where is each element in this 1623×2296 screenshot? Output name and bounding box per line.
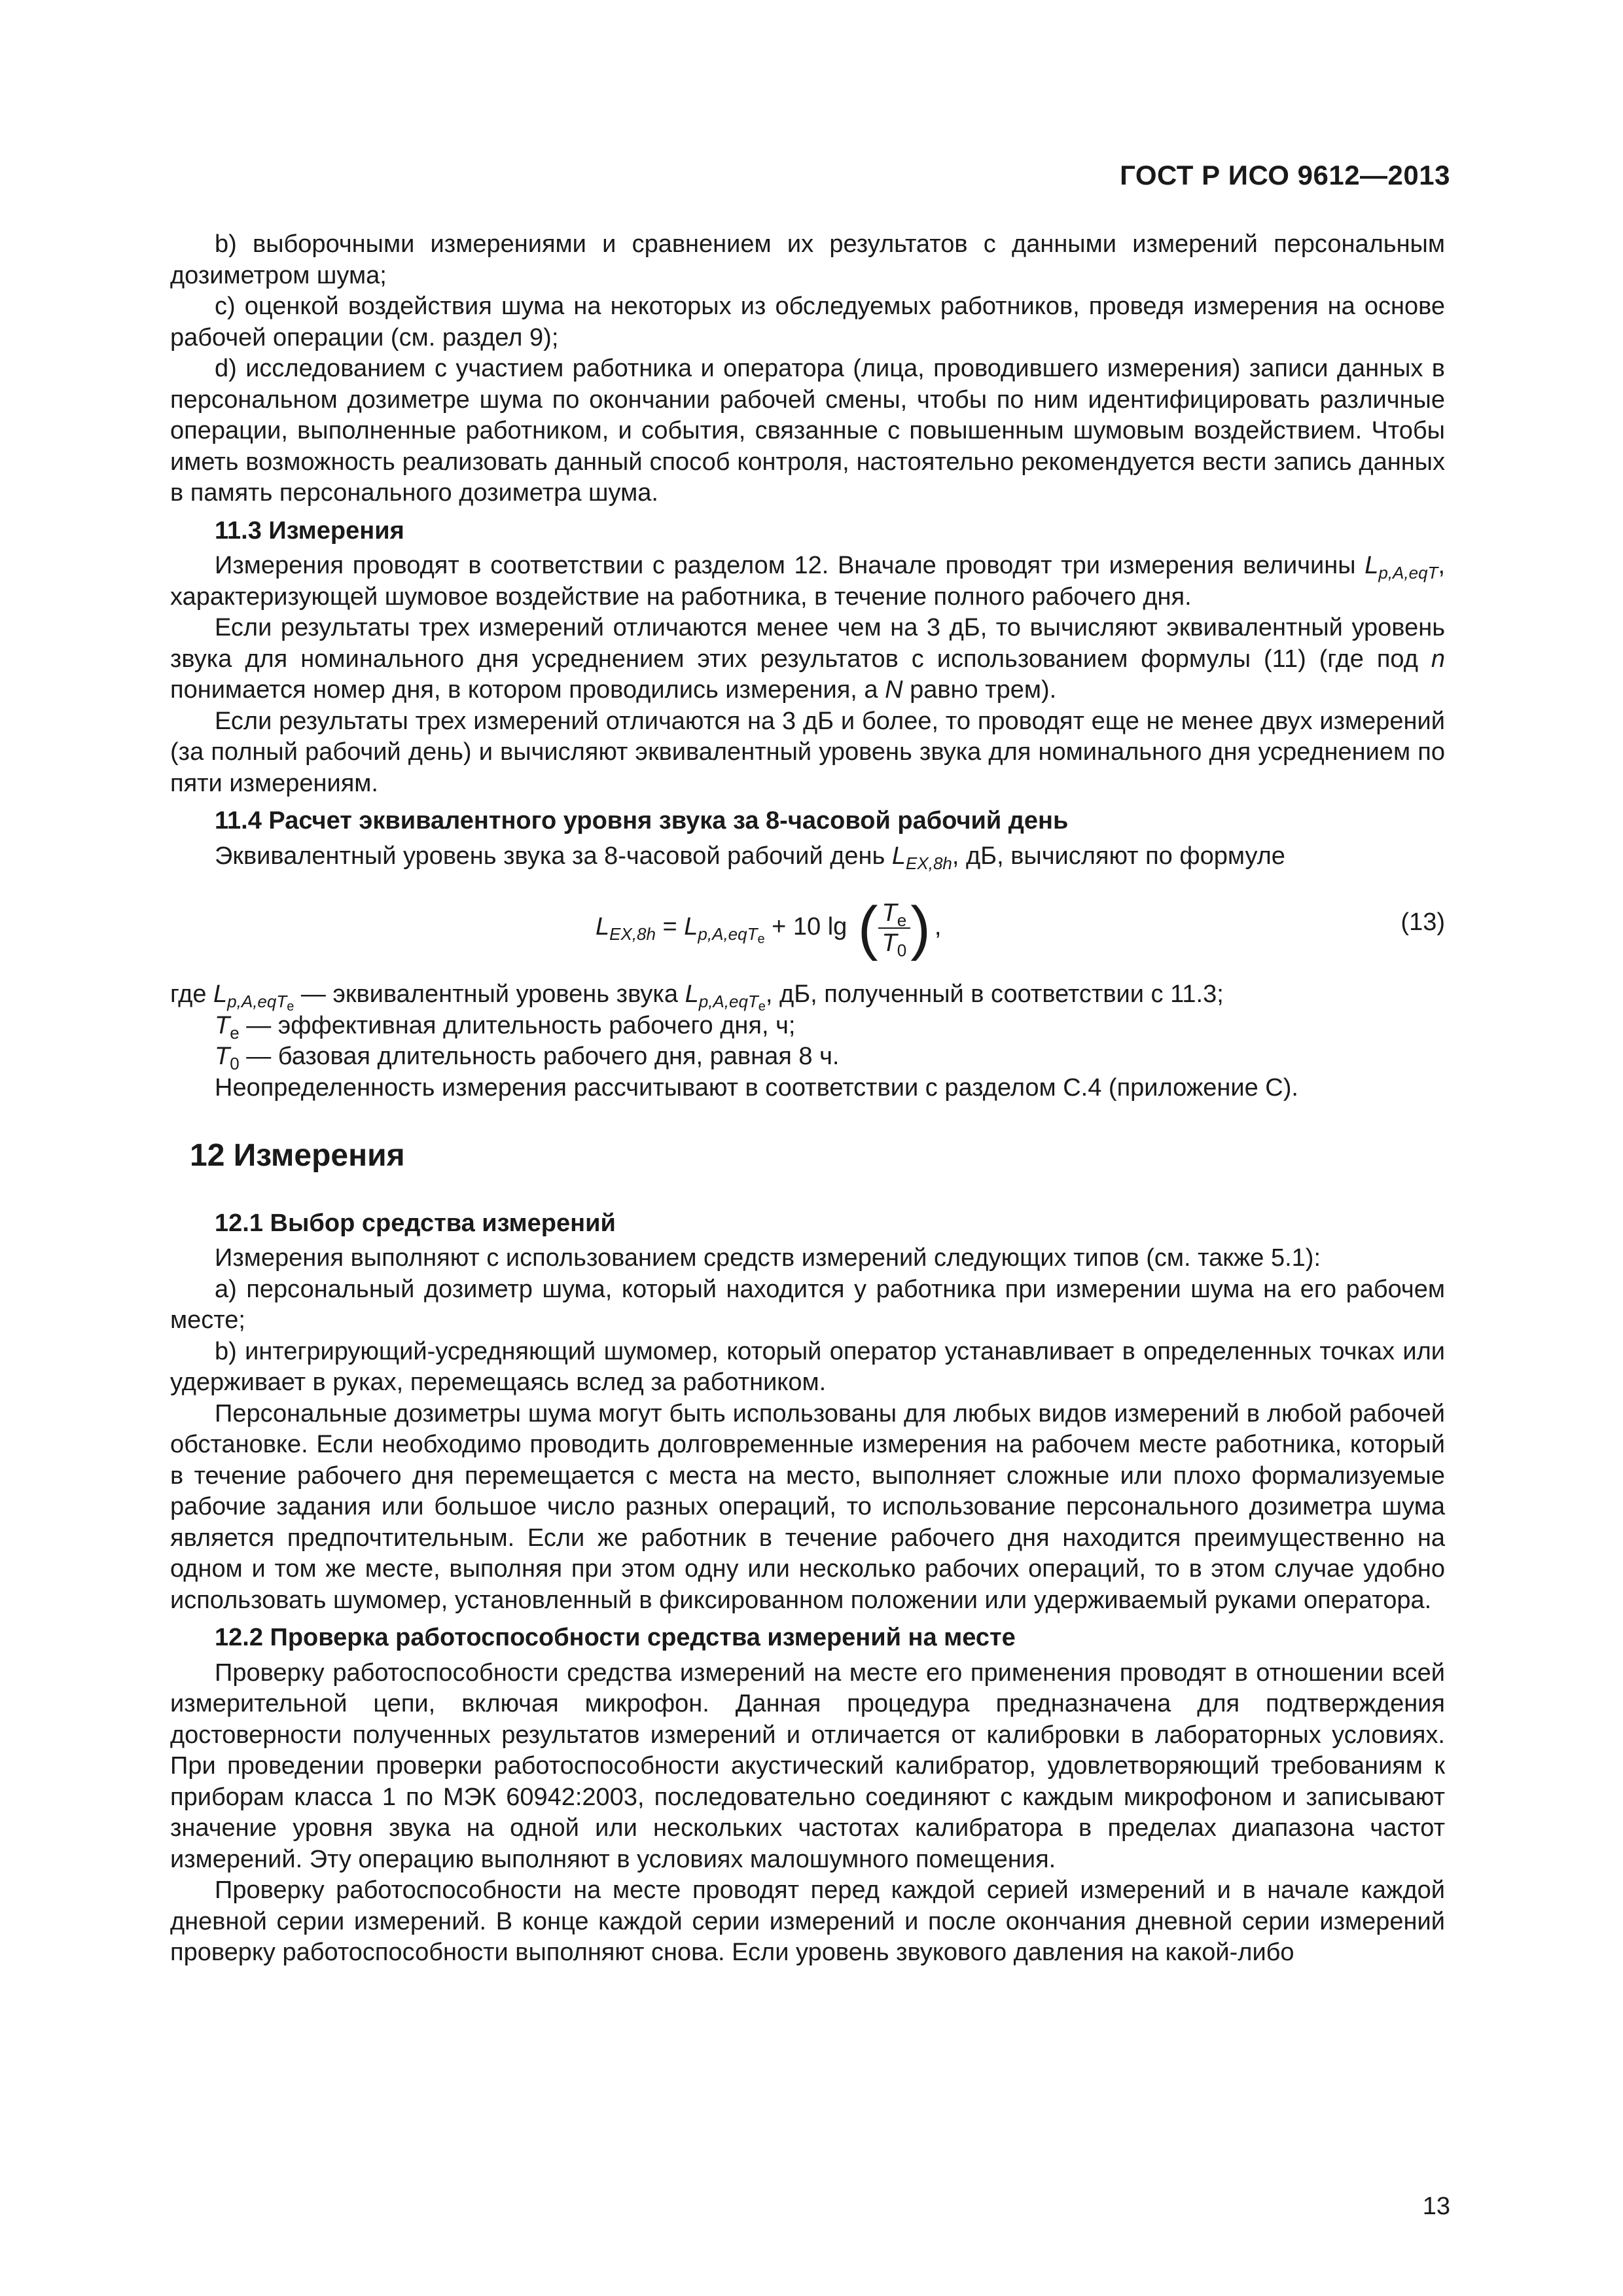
- paragraph: Проверку работоспособности средства измерений на месте его применения проводят в отношении всей измерительной цепи, включая микрофон. Данная процедура предназначена для подтверждения достоверности полученных результатов измерений и отличается от калибровки в лабораторных условиях. При проведении проверки работоспособности акустический калибратор, удовлетворяющий требованиям к приборам класса 1 по МЭК 60942:2003, последовательно соединяют с каждым микрофоном и записывают значение уровня звука на одной или нескольких частотах калибратора в пределах диапазона частот измерений. Эту операцию выполняют в условиях малошумного помещения.: [170, 1659, 1445, 1873]
- paragraph: Проверку работоспособности на месте проводят перед каждой серией измерений и в начале каждой дневной серии измерений. В конце каждой серии измерений и после окончания дневной серии измерений проверку работоспособности выполняют снова. Если уровень звукового давления на какой-либо: [170, 1876, 1445, 1966]
- section-heading-11-3: 11.3 Измерения: [215, 516, 404, 545]
- paragraph: Измерения выполняют с использованием средств измерений следующих типов (см. также 5.1):: [215, 1244, 1321, 1272]
- formula-number: (13): [1400, 908, 1445, 936]
- formula-legend: [170, 979, 1445, 1073]
- paragraph: Неопределенность измерения рассчитывают в соответствии с разделом С.4 (приложение С).: [215, 1073, 1298, 1102]
- section-heading-12: 12 Измерения: [190, 1138, 405, 1173]
- document-header: ГОСТ Р ИСО 9612—2013: [1120, 160, 1450, 190]
- paragraph: Если результаты трех измерений отличаются менее чем на 3 дБ, то вычисляют эквивалентный уровень звука для номинального дня усреднением этих результатов с использованием формулы (11) (где под n понимается номер дня, в котором проводились измерения, а N равно трем).: [170, 614, 1445, 704]
- legend-row: где $L_{p,A,eqT_e}$ — эквивалентный уровень звука $L_{p,A,eqT_e}$, дБ, полученный в соответствии с 11.3;: [170, 980, 1224, 1014]
- fraction: ( $\frac{T_e}{T_0}$ ): [857, 895, 931, 961]
- formula-expression: $L_{EX,8h} = L_{p,A,eqT_e} + 10$ lg ( $\frac{T_e}{T_0}$ ) ,: [596, 895, 942, 961]
- section-heading-11-4: 11.4 Расчет эквивалентного уровня звука за 8-часовой рабочий день: [215, 807, 1069, 834]
- legend-row: $T_0$ — базовая длительность рабочего дня, равная 8 ч.: [215, 1043, 840, 1073]
- paragraph: Эквивалентный уровень звука за 8-часовой рабочий день $L_{EX,8h}$, дБ, вычисляют по формуле: [215, 842, 1285, 873]
- section-heading-12-1: 12.1 Выбор средства измерений: [215, 1209, 616, 1237]
- list-item-a: a) персональный дозиметр шума, который находится у работника при измерении шума на его рабочем месте;: [170, 1275, 1445, 1334]
- list-item-d: d) исследованием с участием работника и оператора (лица, проводившего измерения) записи данных в персональном дозиметре шума по окончании рабочей смены, чтобы по ним идентифицировать различные операции, выполненные работником, и события, связанные с повышенным шумовым воздействием. Чтобы иметь возможность реализовать данный способ контроля, настоятельно рекомендуется вести запись данных в память персонального дозиметра шума.: [170, 355, 1445, 507]
- list-item-c: c) оценкой воздействия шума на некоторых из обследуемых работников, проведя измерения на основе рабочей операции (см. раздел 9);: [170, 293, 1445, 351]
- page-content: [170, 229, 1445, 1969]
- legend-row: $T_e$ — эффективная длительность рабочего дня, ч;: [215, 1011, 796, 1043]
- paragraph: Персональные дозиметры шума могут быть использованы для любых видов измерений в любой рабочей обстановке. Если необходимо проводить долговременные измерения на рабочем месте работника, который в течение рабочего дня перемещается с места на место, выполняет сложные или плохо формализуемые рабочие задания или большое число разных операций, то использование персонального дозиметра шума является предпочтительным. Если же работник в течение рабочего дня находится преимущественно на одном и том же месте, выполняя при этом одну или несколько рабочих операций, то в этом случае удобно использовать шумомер, установленный в фиксированном положении или удерживаемый руками оператора.: [170, 1399, 1445, 1614]
- section-heading-12-2: 12.2 Проверка работоспособности средства измерений на месте: [215, 1624, 1016, 1651]
- formula-13: [170, 881, 1445, 973]
- list-item-b: b) интегрирующий-усредняющий шумомер, который оператор устанавливает в определенных точках или удерживает в руках, перемещаясь вслед за работником.: [170, 1337, 1445, 1396]
- paragraph: Если результаты трех измерений отличаются на 3 дБ и более, то проводят еще не менее двух измерений (за полный рабочий день) и вычисляют эквивалентный уровень звука для номинального дня усреднением по пяти измерениям.: [170, 707, 1445, 797]
- page-number: 13: [1422, 2193, 1450, 2220]
- paragraph: Измерения проводят в соответствии с разделом 12. Вначале проводят три измерения величины $L_{p,A,eqT}$, характеризующей шумовое воздействие на работника, в течение полного рабочего дня.: [170, 552, 1445, 611]
- list-item-b: b) выборочными измерениями и сравнением их результатов с данными измерений персональным дозиметром шума;: [170, 230, 1445, 289]
